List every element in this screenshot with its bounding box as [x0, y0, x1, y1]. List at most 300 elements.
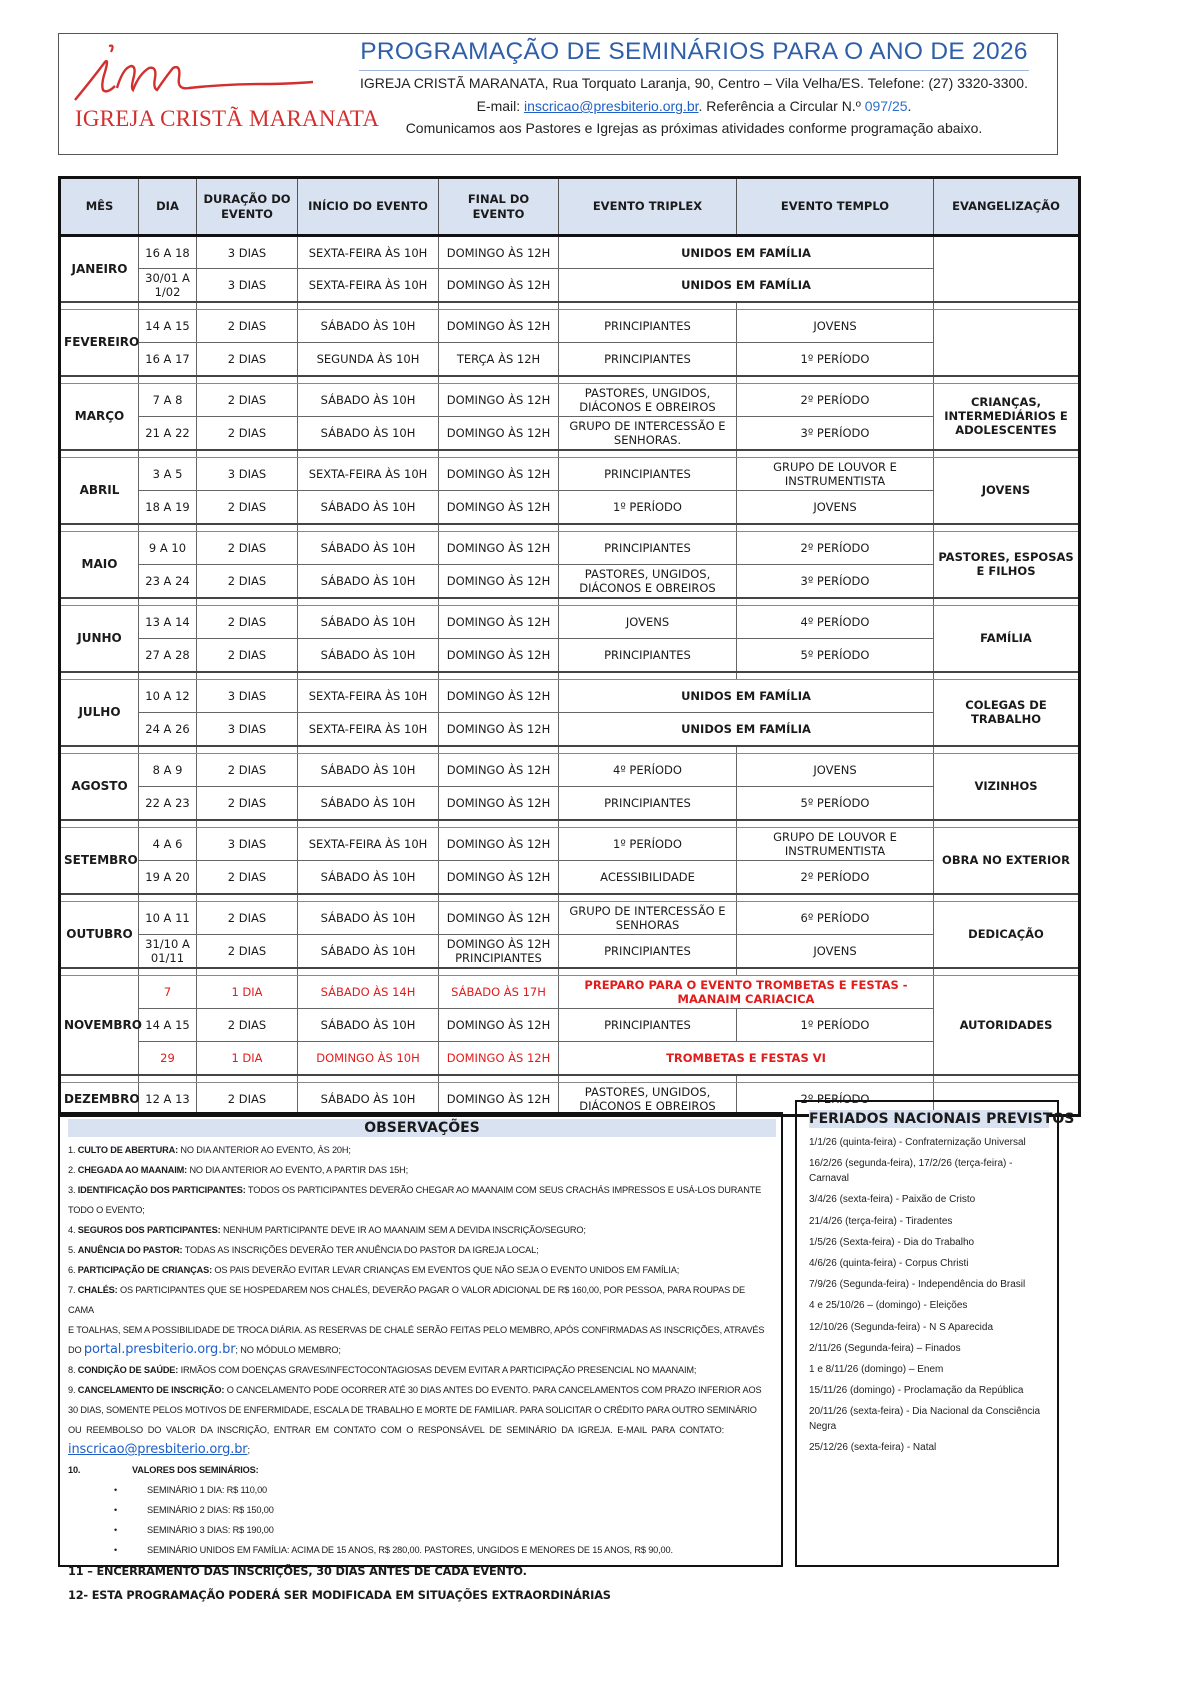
table-row	[60, 754, 1080, 787]
month-cell: OUTUBRO	[60, 902, 139, 968]
end-cell: DOMINGO ÀS 12H PRINCIPIANTES	[439, 935, 559, 968]
table-row	[60, 384, 1080, 417]
day-cell: 24 A 26	[139, 713, 197, 746]
observation-item	[68, 1360, 773, 1380]
separator-cell	[934, 376, 1080, 384]
price-item	[68, 1540, 773, 1560]
start-cell: SÁBADO ÀS 10H	[298, 384, 439, 417]
bullet-icon: •	[114, 1485, 118, 1495]
separator-cell	[737, 376, 934, 384]
separator-cell	[197, 524, 298, 532]
separator-cell	[737, 302, 934, 310]
start-cell: SEGUNDA ÀS 10H	[298, 343, 439, 376]
month-separator	[60, 672, 1080, 680]
separator-cell	[298, 894, 439, 902]
month-separator	[60, 968, 1080, 976]
table-row	[60, 828, 1080, 861]
duration-cell: 2 DIAS	[197, 606, 298, 639]
end-cell: DOMINGO ÀS 12H	[439, 828, 559, 861]
table-row	[60, 1009, 1080, 1042]
start-cell: SEXTA-FEIRA ÀS 10H	[298, 713, 439, 746]
holiday-item: 15/11/26 (domingo) - Proclamação da República	[809, 1385, 1024, 1397]
templo-cell: 5º PERÍODO	[737, 787, 934, 820]
price-text: SEMINÁRIO 2 DIAS: R$ 150,00	[147, 1505, 274, 1515]
separator-cell	[60, 524, 139, 532]
observation-key: CHEGADA AO MAANAIM:	[77, 1165, 188, 1175]
observation-text: NO DIA ANTERIOR AO EVENTO, A PARTIR DAS 15H;	[187, 1165, 409, 1175]
observations-title: OBSERVAÇÕES	[68, 1119, 776, 1137]
triplex-cell: JOVENS	[559, 606, 737, 639]
start-cell: SÁBADO ÀS 14H	[298, 976, 439, 1009]
templo-cell: JOVENS	[737, 754, 934, 787]
start-cell: SÁBADO ÀS 10H	[298, 1009, 439, 1042]
separator-cell	[197, 598, 298, 606]
observation-key: SEGUROS DOS PARTICIPANTES:	[77, 1225, 221, 1235]
holiday-item: 3/4/26 (sexta-feira) - Paixão de Cristo	[809, 1194, 976, 1206]
separator-cell	[559, 524, 737, 532]
day-cell: 10 A 12	[139, 680, 197, 713]
templo-cell: JOVENS	[737, 935, 934, 968]
separator-cell	[298, 450, 439, 458]
end-cell: DOMINGO ÀS 12H	[439, 1009, 559, 1042]
day-cell: 16 A 17	[139, 343, 197, 376]
evangelism-cell: FAMÍLIA	[934, 606, 1080, 672]
table-row	[60, 787, 1080, 820]
separator-cell	[559, 894, 737, 902]
separator-cell	[934, 450, 1080, 458]
start-cell: SÁBADO ÀS 10H	[298, 754, 439, 787]
start-cell: SÁBADO ÀS 10H	[298, 639, 439, 672]
separator-cell	[139, 968, 197, 976]
prices-number: 10.	[68, 1465, 81, 1475]
evangelism-cell: VIZINHOS	[934, 754, 1080, 820]
separator-cell	[60, 598, 139, 606]
triplex-cell: PRINCIPIANTES	[559, 935, 737, 968]
observation-text: NO DIA ANTERIOR AO EVENTO, ÀS 20H;	[178, 1145, 351, 1155]
start-cell: SÁBADO ÀS 10H	[298, 935, 439, 968]
templo-cell: 2º PERÍODO	[737, 861, 934, 894]
day-cell: 29	[139, 1042, 197, 1075]
church-logo	[65, 38, 380, 148]
start-cell: SEXTA-FEIRA ÀS 10H	[298, 458, 439, 491]
duration-cell: 1 DIA	[197, 976, 298, 1009]
month-separator	[60, 376, 1080, 384]
merged-event-cell: TROMBETAS E FESTAS VI	[559, 1042, 934, 1075]
triplex-cell: 1º PERÍODO	[559, 491, 737, 524]
templo-cell: 4º PERÍODO	[737, 606, 934, 639]
separator-cell	[737, 746, 934, 754]
separator-cell	[737, 672, 934, 680]
separator-cell	[934, 1075, 1080, 1083]
separator-cell	[559, 672, 737, 680]
separator-cell	[439, 598, 559, 606]
separator-cell	[439, 302, 559, 310]
separator-cell	[737, 894, 934, 902]
separator-cell	[298, 376, 439, 384]
observation-number: 9.	[68, 1385, 76, 1395]
schedule-table	[58, 176, 1081, 1117]
evangelism-cell: COLEGAS DE TRABALHO	[934, 680, 1080, 746]
bullet-icon: •	[114, 1505, 118, 1515]
month-cell: MARÇO	[60, 384, 139, 450]
merged-event-cell: UNIDOS EM FAMÍLIA	[559, 680, 934, 713]
col-header-month: MÊS	[60, 178, 139, 236]
holidays-panel	[795, 1100, 1075, 1567]
col-header-duration: DURAÇÃO DO EVENTO	[197, 178, 298, 236]
holiday-item: 20/11/26 (sexta-feira) - Dia Nacional da Consciência Negra	[809, 1406, 1041, 1433]
evangelism-cell	[934, 310, 1080, 376]
start-cell: SÁBADO ÀS 10H	[298, 1083, 439, 1116]
observation-text: OS PAIS DEVERÃO EVITAR LEVAR CRIANÇAS EM EVENTOS QUE NÃO SEJA O EVENTO UNIDOS EM FAMÍLIA;	[212, 1265, 680, 1275]
duration-cell: 2 DIAS	[197, 639, 298, 672]
duration-cell: 2 DIAS	[197, 787, 298, 820]
separator-cell	[139, 524, 197, 532]
evangelism-cell: PASTORES, ESPOSAS E FILHOS	[934, 532, 1080, 598]
month-separator	[60, 820, 1080, 828]
triplex-cell: PRINCIPIANTES	[559, 532, 737, 565]
separator-cell	[298, 820, 439, 828]
evangelism-cell: DEDICAÇÃO	[934, 902, 1080, 968]
end-cell: DOMINGO ÀS 12H	[439, 458, 559, 491]
triplex-cell: PRINCIPIANTES	[559, 639, 737, 672]
separator-cell	[197, 820, 298, 828]
separator-cell	[197, 968, 298, 976]
schedule-change-notice: 12- ESTA PROGRAMAÇÃO PODERÁ SER MODIFICADA EM SITUAÇÕES EXTRAORDINÁRIAS	[68, 1589, 611, 1602]
end-cell: DOMINGO ÀS 12H	[439, 1042, 559, 1075]
triplex-cell: 4º PERÍODO	[559, 754, 737, 787]
observation-text: O CANCELAMENTO PODE OCORRER ATÉ 30 DIAS ANTES DO EVENTO. PARA CANCELAMENTOS COM PRAZO INFERIOR AOS	[224, 1385, 762, 1395]
templo-cell: 1º PERÍODO	[737, 343, 934, 376]
contact-email-link[interactable]: inscricao@presbiterio.org.br	[68, 1442, 248, 1457]
separator-cell	[737, 524, 934, 532]
day-cell: 7 A 8	[139, 384, 197, 417]
merged-event-cell: PREPARO PARA O EVENTO TROMBETAS E FESTAS - MAANAIM CARIACICA	[559, 976, 934, 1009]
observation-item	[68, 1220, 773, 1240]
intro-line: Comunicamos aos Pastores e Igrejas as próximas atividades conforme programação abaixo.	[405, 120, 983, 136]
im-monogram-icon	[65, 38, 325, 108]
price-text: SEMINÁRIO 3 DIAS: R$ 190,00	[147, 1525, 274, 1535]
evangelism-cell: JOVENS	[934, 458, 1080, 524]
separator-cell	[139, 746, 197, 754]
separator-cell	[559, 746, 737, 754]
triplex-cell: PRINCIPIANTES	[559, 1009, 737, 1042]
separator-cell	[934, 894, 1080, 902]
separator-cell	[139, 598, 197, 606]
end-cell: DOMINGO ÀS 12H	[439, 565, 559, 598]
duration-cell: 2 DIAS	[197, 565, 298, 598]
end-cell: DOMINGO ÀS 12H	[439, 754, 559, 787]
text: ; NO MÓDULO MEMBRO;	[235, 1345, 341, 1355]
end-cell: DOMINGO ÀS 12H	[439, 236, 559, 269]
duration-cell: 2 DIAS	[197, 1009, 298, 1042]
evangelism-cell	[934, 236, 1080, 302]
table-row	[60, 269, 1080, 302]
triplex-cell: PASTORES, UNGIDOS, DIÁCONOS E OBREIROS	[559, 1083, 737, 1116]
templo-cell: JOVENS	[737, 491, 934, 524]
separator-cell	[439, 672, 559, 680]
templo-cell: 2º PERÍODO	[737, 1083, 934, 1116]
day-cell: 13 A 14	[139, 606, 197, 639]
templo-cell: 5º PERÍODO	[737, 639, 934, 672]
separator-cell	[559, 968, 737, 976]
duration-cell: 3 DIAS	[197, 236, 298, 269]
end-cell: DOMINGO ÀS 12H	[439, 902, 559, 935]
triplex-cell: 1º PERÍODO	[559, 828, 737, 861]
holiday-item: 12/10/26 (Segunda-feira) - N S Aparecida	[809, 1321, 993, 1333]
table-row	[60, 713, 1080, 746]
col-header-day: DIA	[139, 178, 197, 236]
day-cell: 10 A 11	[139, 902, 197, 935]
separator-cell	[139, 376, 197, 384]
observation-continuation: TODO O EVENTO;	[68, 1205, 145, 1215]
logo-text: IGREJA CRISTÃ MARANATA	[75, 106, 380, 131]
triplex-cell: ACESSIBILIDADE	[559, 861, 737, 894]
observation-continuation: E TOALHAS, SEM A POSSIBILIDADE DE TROCA DIÁRIA. AS RESERVAS DE CHALÉ SERÃO FEITAS PELO MEMBRO, APÓS CONFIRMADAS AS INSCRIÇÕES, ATRAVÉS	[68, 1325, 765, 1335]
separator-cell	[934, 746, 1080, 754]
table-row	[60, 310, 1080, 343]
duration-cell: 3 DIAS	[197, 828, 298, 861]
separator-cell	[934, 968, 1080, 976]
separator-cell	[439, 820, 559, 828]
observation-number: 7.	[68, 1285, 76, 1295]
duration-cell: 3 DIAS	[197, 713, 298, 746]
price-item	[68, 1520, 773, 1540]
table-row	[60, 417, 1080, 450]
col-header-triplex: EVENTO TRIPLEX	[559, 178, 737, 236]
holiday-item: 16/2/26 (segunda-feira), 17/2/26 (terça-feira) - Carnaval	[809, 1158, 1013, 1185]
separator-cell	[197, 1075, 298, 1083]
observation-key: ANUÊNCIA DO PASTOR:	[77, 1245, 183, 1255]
email-link[interactable]: inscricao@presbiterio.org.br	[524, 98, 699, 114]
price-text: SEMINÁRIO 1 DIA: R$ 110,00	[147, 1485, 268, 1495]
duration-cell: 3 DIAS	[197, 458, 298, 491]
start-cell: SÁBADO ÀS 10H	[298, 861, 439, 894]
month-cell: JUNHO	[60, 606, 139, 672]
triplex-cell: PRINCIPIANTES	[559, 310, 737, 343]
month-cell: DEZEMBRO	[60, 1083, 139, 1116]
table-header-row	[60, 178, 1080, 236]
holiday-item: 1/1/26 (quinta-feira) - Confraternização Universal	[809, 1137, 1026, 1148]
observations-panel	[58, 1112, 783, 1602]
triplex-cell: GRUPO DE INTERCESSÃO E SENHORAS	[559, 902, 737, 935]
observation-number: 3.	[68, 1185, 76, 1195]
separator-cell	[439, 450, 559, 458]
reference-label: . Referência a Circular N.º	[698, 98, 865, 114]
observation-text: OS PARTICIPANTES QUE SE HOSPEDAREM NOS CHALÉS, DEVERÃO PAGAR O VALOR ADICIONAL DE R$ 160,00, POR PESSOA, PARA ROUPAS DE CAMA	[68, 1285, 745, 1315]
observation-continuation	[68, 1340, 773, 1360]
table-row	[60, 639, 1080, 672]
text: DO	[68, 1345, 84, 1355]
duration-cell: 1 DIA	[197, 1042, 298, 1075]
evangelism-cell: AUTORIDADES	[934, 976, 1080, 1075]
duration-cell: 2 DIAS	[197, 1083, 298, 1116]
separator-cell	[737, 820, 934, 828]
observation-key: CONDIÇÃO DE SAÚDE:	[77, 1365, 179, 1375]
end-cell: DOMINGO ÀS 12H	[439, 532, 559, 565]
bullet-icon: •	[114, 1525, 118, 1535]
holiday-item: 1/5/26 (Sexta-feira) - Dia do Trabalho	[809, 1236, 975, 1248]
separator-cell	[60, 968, 139, 976]
end-cell: DOMINGO ÀS 12H	[439, 384, 559, 417]
start-cell: SÁBADO ÀS 10H	[298, 491, 439, 524]
separator-cell	[60, 746, 139, 754]
observation-item	[68, 1140, 773, 1160]
month-cell: JANEIRO	[60, 236, 139, 302]
prices-heading	[68, 1460, 773, 1480]
bullet-icon: •	[114, 1545, 118, 1555]
templo-cell: GRUPO DE LOUVOR E INSTRUMENTISTA	[737, 458, 934, 491]
triplex-cell: PRINCIPIANTES	[559, 458, 737, 491]
day-cell: 19 A 20	[139, 861, 197, 894]
templo-cell: 3º PERÍODO	[737, 417, 934, 450]
start-cell: SEXTA-FEIRA ÀS 10H	[298, 680, 439, 713]
end-cell: DOMINGO ÀS 12H	[439, 1083, 559, 1116]
table-row	[60, 680, 1080, 713]
table-row	[60, 532, 1080, 565]
separator-cell	[934, 598, 1080, 606]
table-row	[60, 606, 1080, 639]
holiday-item: 21/4/26 (terça-feira) - Tiradentes	[809, 1215, 953, 1227]
triplex-cell: PRINCIPIANTES	[559, 343, 737, 376]
separator-cell	[559, 302, 737, 310]
month-cell: NOVEMBRO	[60, 976, 139, 1075]
day-cell: 8 A 9	[139, 754, 197, 787]
end-cell: DOMINGO ÀS 12H	[439, 269, 559, 302]
holidays-title: FERIADOS NACIONAIS PREVISTOS	[809, 1111, 1075, 1127]
duration-cell: 2 DIAS	[197, 343, 298, 376]
table-row	[60, 491, 1080, 524]
duration-cell: 2 DIAS	[197, 532, 298, 565]
separator-cell	[139, 450, 197, 458]
day-cell: 18 A 19	[139, 491, 197, 524]
end-cell: DOMINGO ÀS 12H	[439, 417, 559, 450]
reference-suffix: .	[907, 98, 912, 114]
separator-cell	[559, 450, 737, 458]
merged-event-cell: UNIDOS EM FAMÍLIA	[559, 236, 934, 269]
observation-continuation: 30 DIAS, SOMENTE PELOS MOTIVOS DE ENFERMIDADE, ESCALA DE TRABALHO E MORTE DE FAMILIAR. PARA SOLICITAR O CRÉDITO PARA OUTRO SEMINÁRIO	[68, 1405, 757, 1415]
day-cell: 14 A 15	[139, 310, 197, 343]
observation-continuation: OU REEMBOLSO DO VALOR DA INSCRIÇÃO, ENTRAR EM CONTATO COM O RESPONSÁVEL DE SEMINÁRIO DA IGREJA. E-MAIL PARA CONTATO:	[68, 1425, 724, 1435]
registration-deadline: 11 – ENCERRAMENTO DAS INSCRIÇÕES, 30 DIAS ANTES DE CADA EVENTO.	[68, 1565, 527, 1578]
separator-cell	[197, 672, 298, 680]
separator-cell	[298, 968, 439, 976]
separator-cell	[559, 1075, 737, 1083]
templo-cell: 2º PERÍODO	[737, 532, 934, 565]
email-label: E-mail:	[476, 98, 525, 114]
price-item	[68, 1500, 773, 1520]
table-row	[60, 902, 1080, 935]
schedule-body	[60, 236, 1080, 1116]
separator-cell	[197, 376, 298, 384]
month-separator	[60, 450, 1080, 458]
observation-number: 6.	[68, 1265, 76, 1275]
holiday-item: 7/9/26 (Segunda-feira) - Independência do Brasil	[809, 1279, 1026, 1291]
month-cell: JULHO	[60, 680, 139, 746]
table-row	[60, 935, 1080, 968]
separator-cell	[197, 894, 298, 902]
month-separator	[60, 598, 1080, 606]
start-cell: SÁBADO ÀS 10H	[298, 565, 439, 598]
templo-cell: GRUPO DE LOUVOR E INSTRUMENTISTA	[737, 828, 934, 861]
duration-cell: 2 DIAS	[197, 902, 298, 935]
table-row	[60, 1042, 1080, 1075]
duration-cell: 2 DIAS	[197, 935, 298, 968]
end-cell: DOMINGO ÀS 12H	[439, 861, 559, 894]
end-cell: TERÇA ÀS 12H	[439, 343, 559, 376]
duration-cell: 2 DIAS	[197, 310, 298, 343]
observation-item	[68, 1180, 773, 1200]
separator-cell	[60, 820, 139, 828]
day-cell: 4 A 6	[139, 828, 197, 861]
month-separator	[60, 1075, 1080, 1083]
month-separator	[60, 524, 1080, 532]
separator-cell	[298, 746, 439, 754]
day-cell: 9 A 10	[139, 532, 197, 565]
observation-number: 1.	[68, 1145, 76, 1155]
month-separator	[60, 302, 1080, 310]
duration-cell: 3 DIAS	[197, 269, 298, 302]
portal-link[interactable]: portal.presbiterio.org.br	[83, 1342, 236, 1357]
observation-number: 4.	[68, 1225, 76, 1235]
day-cell: 22 A 23	[139, 787, 197, 820]
separator-cell	[60, 894, 139, 902]
table-row	[60, 565, 1080, 598]
month-separator	[60, 746, 1080, 754]
observation-item	[68, 1280, 773, 1320]
month-separator	[60, 894, 1080, 902]
table-row	[60, 976, 1080, 1009]
start-cell: SEXTA-FEIRA ÀS 10H	[298, 269, 439, 302]
separator-cell	[60, 1075, 139, 1083]
table-row	[60, 236, 1080, 269]
duration-cell: 2 DIAS	[197, 861, 298, 894]
text: ;	[247, 1445, 250, 1455]
duration-cell: 3 DIAS	[197, 680, 298, 713]
separator-cell	[298, 598, 439, 606]
start-cell: SÁBADO ÀS 10H	[298, 606, 439, 639]
col-header-evangelism: EVANGELIZAÇÃO	[934, 178, 1080, 236]
end-cell: DOMINGO ÀS 12H	[439, 680, 559, 713]
separator-cell	[197, 302, 298, 310]
end-cell: DOMINGO ÀS 12H	[439, 713, 559, 746]
separator-cell	[934, 524, 1080, 532]
separator-cell	[139, 1075, 197, 1083]
day-cell: 16 A 18	[139, 236, 197, 269]
observation-number: 5.	[68, 1245, 76, 1255]
observation-continuation	[68, 1440, 773, 1460]
start-cell: SÁBADO ÀS 10H	[298, 310, 439, 343]
col-header-end: FINAL DO EVENTO	[439, 178, 559, 236]
day-cell: 14 A 15	[139, 1009, 197, 1042]
col-header-templo: EVENTO TEMPLO	[737, 178, 934, 236]
merged-event-cell: UNIDOS EM FAMÍLIA	[559, 269, 934, 302]
merged-event-cell: UNIDOS EM FAMÍLIA	[559, 713, 934, 746]
duration-cell: 2 DIAS	[197, 754, 298, 787]
observation-key: PARTICIPAÇÃO DE CRIANÇAS:	[77, 1265, 213, 1275]
start-cell: SEXTA-FEIRA ÀS 10H	[298, 828, 439, 861]
separator-cell	[439, 746, 559, 754]
observation-item	[68, 1380, 773, 1400]
end-cell: DOMINGO ÀS 12H	[439, 639, 559, 672]
day-cell: 30/01 A 1/02	[139, 269, 197, 302]
separator-cell	[197, 746, 298, 754]
start-cell: SÁBADO ÀS 10H	[298, 902, 439, 935]
col-header-start: INÍCIO DO EVENTO	[298, 178, 439, 236]
separator-cell	[559, 376, 737, 384]
day-cell: 21 A 22	[139, 417, 197, 450]
contact-line	[349, 98, 1039, 114]
page-title: PROGRAMAÇÃO DE SEMINÁRIOS PARA O ANO DE 2026	[360, 38, 1028, 65]
